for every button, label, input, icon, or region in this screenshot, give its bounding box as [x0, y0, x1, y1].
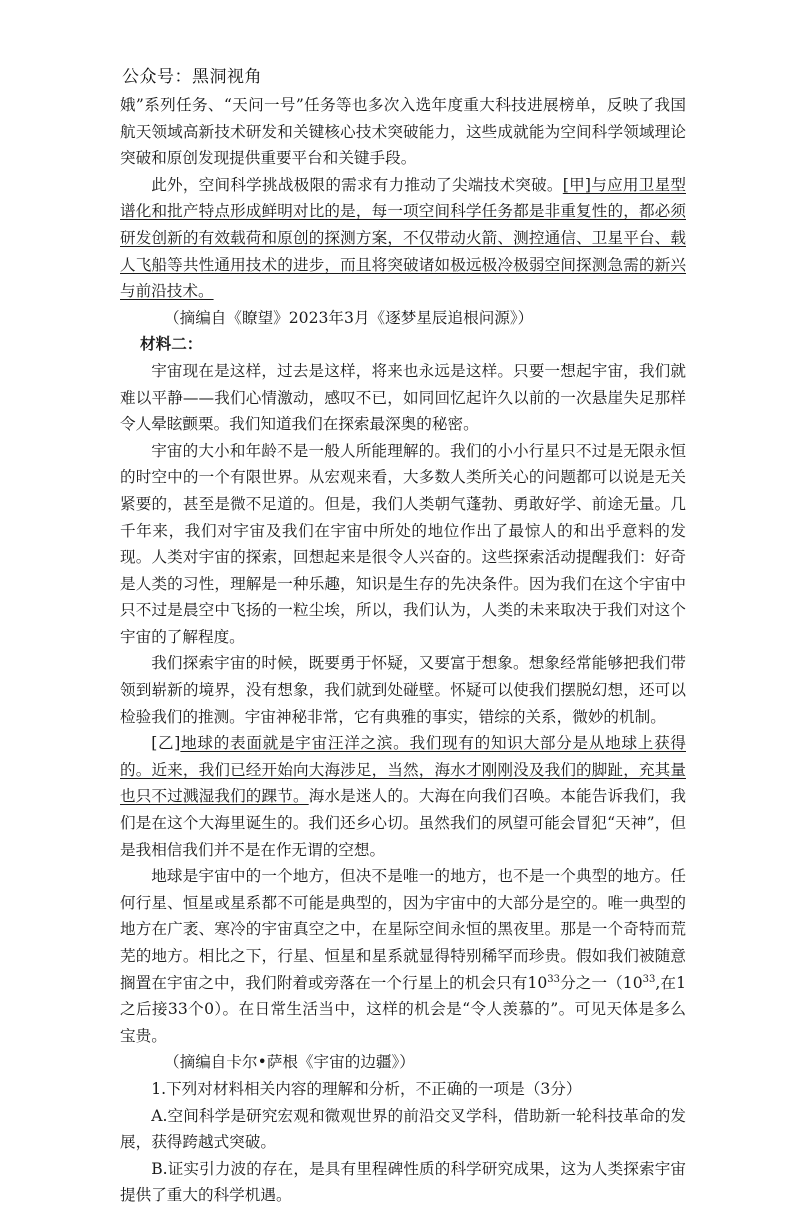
m2-paragraph-2: 宇宙的大小和年龄不是一般人所能理解的。我们的小小行星只不过是无限永恒的时空中的一个有限世界。从宏观来看，大多数人类所关心的问题都可以说是无关紧要的，甚至是微不足道的。但是，我们人类朝气蓬勃、勇敢好学、前途无量。几千年来，我们对宇宙及我们在宇宙中所处的地位作出了最惊人的和出乎意料的发现。人类对宇宙的探索，回想起来是很令人兴奋的。这些探索活动提醒我们：好奇是人类的习性，理解是一种乐趣，知识是生存的先决条件。因为我们在这个宇宙中只不过是晨空中飞扬的一粒尘埃，所以，我们认为，人类的未来取决于我们对这个宇宙的了解程度。	[120, 441, 686, 646]
paragraph-1: 娥”系列任务、“天问一号”任务等也多次入选年度重大科技进展榜单，反映了我国航天领域高新技术研发和关键核心技术突破能力，这些成就能为空间科学领域理论突破和原创发现提供重要平台和关键手段。	[120, 96, 686, 168]
marker-yi: [乙]	[151, 734, 181, 753]
m2-paragraph-4-rest: 海水是迷人的。大海在向我们召唤。本能告诉我们，我们是在这个大海里诞生的。我们还乡心切。虽然我们的夙望可能会冒犯“天神”，但是我相信我们并不是在作无谓的空想。	[120, 787, 686, 859]
paragraph-2	[120, 172, 686, 305]
exponent-1: 33	[547, 973, 561, 985]
underlined-passage-yi: 地球的表面就是宇宙汪洋之滨。我们现有的知识大部分是从地球上获得的。近来，我们已经开始向大海涉足，当然，海水才刚刚没及我们的脚趾，充其量也只不过溅湿我们的踝节。	[120, 734, 686, 806]
option-a: A.空间科学是研究宏观和微观世界的前沿交叉学科，借助新一轮科技革命的发展，获得跨越式突破。	[120, 1106, 686, 1152]
material-2-heading: 材料二：	[140, 334, 203, 354]
underlined-passage-jia: [甲]与应用卫星型谱化和批产特点形成鲜明对比的是，每一项空间科学任务都是非重复性的，都必须研发创新的有效载荷和原创的探测方案，不仅带动火箭、测控通信、卫星平台、载人飞船等共性通用技术的进步，而且将突破诸如极远极冷极弱空间探测急需的新兴与前沿技术。	[120, 175, 686, 301]
document-body	[120, 92, 686, 1209]
m2-paragraph-5	[120, 863, 686, 1049]
watermark: 公众号：黑洞视角	[122, 67, 262, 87]
option-b: B.证实引力波的存在，是具有里程碑性质的科学研究成果，这为人类探索宇宙提供了重大的科学机遇。	[120, 1159, 686, 1205]
source-1: （摘编自《瞭望》2023年3月《逐梦星辰追根问源》）	[164, 308, 534, 327]
m2p5-text-1: 地球是宇宙中的一个地方，但决不是唯一的地方，也不是一个典型的地方。任何行星、恒星或星系都不可能是典型的，因为宇宙中的大部分是空的。唯一典型的地方在广袤、寒冷的宇宙真空之中，在星际空间永恒的黑夜里。那是一个奇特而荒芜的地方。相比之下，行星、恒星和星系就显得特别稀罕而珍贵。假如我们被随意搁置在宇宙之中，我们附着或旁落在一个行星上的机会只有10	[120, 867, 686, 992]
m2-paragraph-1: 宇宙现在是这样，过去是这样，将来也永远是这样。只要一想起宇宙，我们就难以平静——我们心情激动，感叹不已，如同回忆起许久以前的一次悬崖失足那样令人晕眩颤栗。我们知道我们在探索最深奥的秘密。	[120, 361, 686, 434]
m2p5-text-2: 分之一（10	[560, 973, 643, 992]
m2-paragraph-3: 我们探索宇宙的时候，既要勇于怀疑，又要富于想象。想象经常能够把我们带领到崭新的境界，没有想象，我们就到处碰壁。怀疑可以使我们摆脱幻想，还可以检验我们的推测。宇宙神秘非常，它有典雅的事实，错综的关系，微妙的机制。	[120, 654, 686, 726]
paragraph-2-plain: 此外，空间科学挑战极限的需求有力推动了尖端技术突破。	[151, 175, 563, 194]
exponent-2: 33	[642, 973, 656, 985]
m2-paragraph-4	[120, 730, 686, 863]
m2p5-text-3: ,在1之后接33个0）。在日常生活当中，这样的机会是“令人羡慕的”。可见天体是多么宝贵。	[120, 973, 687, 1045]
source-2: （摘编自卡尔•萨根《宇宙的边疆》）	[164, 1053, 415, 1072]
question-1: 1.下列对材料相关内容的理解和分析，不正确的一项是（3分）	[151, 1079, 582, 1098]
